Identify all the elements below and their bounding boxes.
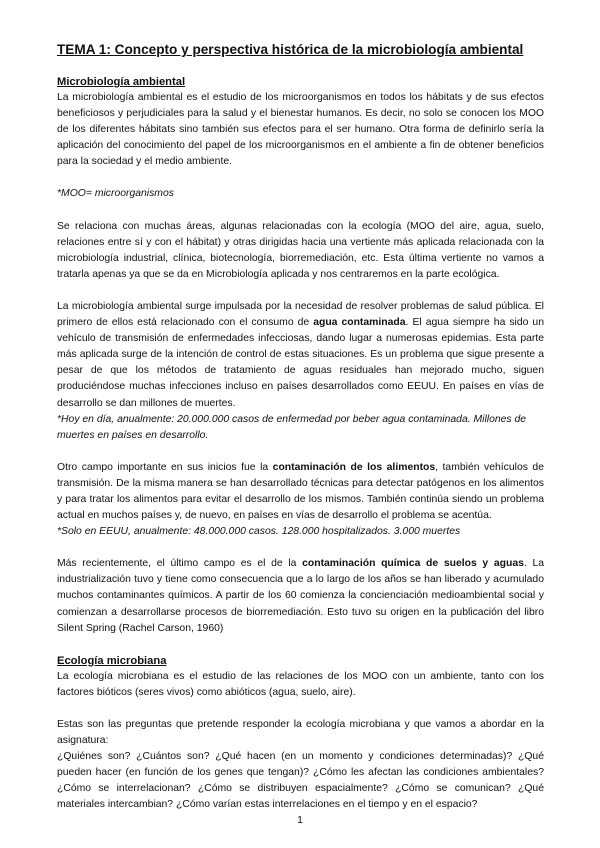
paragraph-areas: Se relaciona con muchas áreas, algunas relacionadas con la ecología (MOO del aire, agua, suelo, relaciones entre sí y con el hábitat) y otras dirigidas hacia una vertiente más aplicada relacionada con la microbiología industrial, clínica, biotecnología, biorremediación, etc. Esta última vertiente no vamos a tratarla apenas ya que se da en Microbiología aplicada y nos centraremos en la parte ecológica. xyxy=(57,220,544,280)
paragraph-agua-contaminada: La microbiología ambiental surge impulsada por la necesidad de resolver problemas de salud pública. El primero de ellos está relacionado con el consumo de agua contaminada. El agua siempre ha sido un vehículo de transmisión de enfermedades infecciosas, dando lugar a numerosas epidemias. Esta parte más aplicada surge de la intención de control de estas situaciones. Es un problema que sigue presente a pesar de que los métodos de tratamiento de aguas residuales han mejorado mucho, siguen produciéndose muchas infecciones incluso en países desarrollados como EEUU. En países en vías de desarrollo se dan millones de muertes. xyxy=(57,300,544,409)
paragraph-alimentos: Otro campo importante en sus inicios fue la contaminación de los alimentos, también vehículos de transmisión. De la misma manera se han desarrollado técnicas para detectar patógenos en los alimentos y para tratar los alimentos para evitar el desarrollo de los mismos. También continúa siendo un problema actual en muchos países y, de nuevo, en países en vías de desarrollo el problema se acentúa. xyxy=(57,461,544,522)
paragraph-contaminacion-quimica: Más recientemente, el último campo es el de la contaminación química de suelos y aguas. La industrialización tuvo y tiene como consecuencia que a lo largo de los años se han liberado y acumulado muchos contaminantes químicos. A partir de los 60 comienza la concienciación medioambiental social y comienzan a desarrollarse procesos de biorremediación. Esto tuvo su origen en la publicación del libro Silent Spring (Rachel Carson, 1960) xyxy=(57,558,545,634)
document-title: TEMA 1: Concepto y perspectiva histórica de la microbiología ambiental xyxy=(57,42,524,57)
paragraph-definition: La microbiología ambiental es el estudio de los microorganismos en todos los hábitats y de sus efectos beneficiosos y perjudiciales para la salud y el bienestar humanos. Es decir, no solo se conocen los MOO de los diferentes hábitats sino también sus efectos para el ser humano. Otra forma de definirlo sería la aplicación del conocimiento del papel de los microorganismos en el ambiente a fin de obtener beneficios para la sociedad y el medio ambiente. xyxy=(57,92,544,168)
note-moo: *MOO= microorganismos xyxy=(57,188,174,200)
section-heading-microbiologia-ambiental: Microbiología ambiental xyxy=(57,76,186,88)
paragraph-preguntas-intro: Estas son las preguntas que pretende responder la ecología microbiana y que vamos a abordar en la asignatura: xyxy=(57,718,544,746)
document-page xyxy=(57,40,544,813)
page-number: 1 xyxy=(297,815,303,826)
section-heading-ecologia-microbiana: Ecología microbiana xyxy=(57,654,167,667)
paragraph-preguntas: ¿Quiénes son? ¿Cuántos son? ¿Qué hacen (en un momento y condiciones determinadas)? ¿Qué pueden hacer (en función de los genes que tengan)? ¿Cómo les afectan las condiciones ambientales? ¿Cómo se interrelacionan? ¿Cómo se distribuyen espacialmente? ¿Cómo se comunican? ¿Qué materiales intercambian? ¿Cómo varían estas interrelaciones en el tiempo y en el espacio? xyxy=(57,751,544,811)
bold-agua-contaminada: agua contaminada xyxy=(313,317,406,329)
note-agua-stats: *Hoy en día, anualmente: 20.000.000 casos de enfermedad por beber agua contaminada. Millones de muertes en países en desarrollo. xyxy=(57,413,527,441)
paragraph-ecologia-definition: La ecología microbiana es el estudio de las relaciones de los MOO con un ambiente, tanto con los factores bióticos (seres vivos) como abióticos (agua, suelo, aire). xyxy=(57,670,544,698)
bold-contaminacion-quimica: contaminación química de suelos y aguas xyxy=(302,558,524,570)
bold-contaminacion-alimentos: contaminación de los alimentos xyxy=(272,461,436,473)
note-eeuu-stats: *Solo en EEUU, anualmente: 48.000.000 casos. 128.000 hospitalizados. 3.000 muertes xyxy=(57,526,461,538)
